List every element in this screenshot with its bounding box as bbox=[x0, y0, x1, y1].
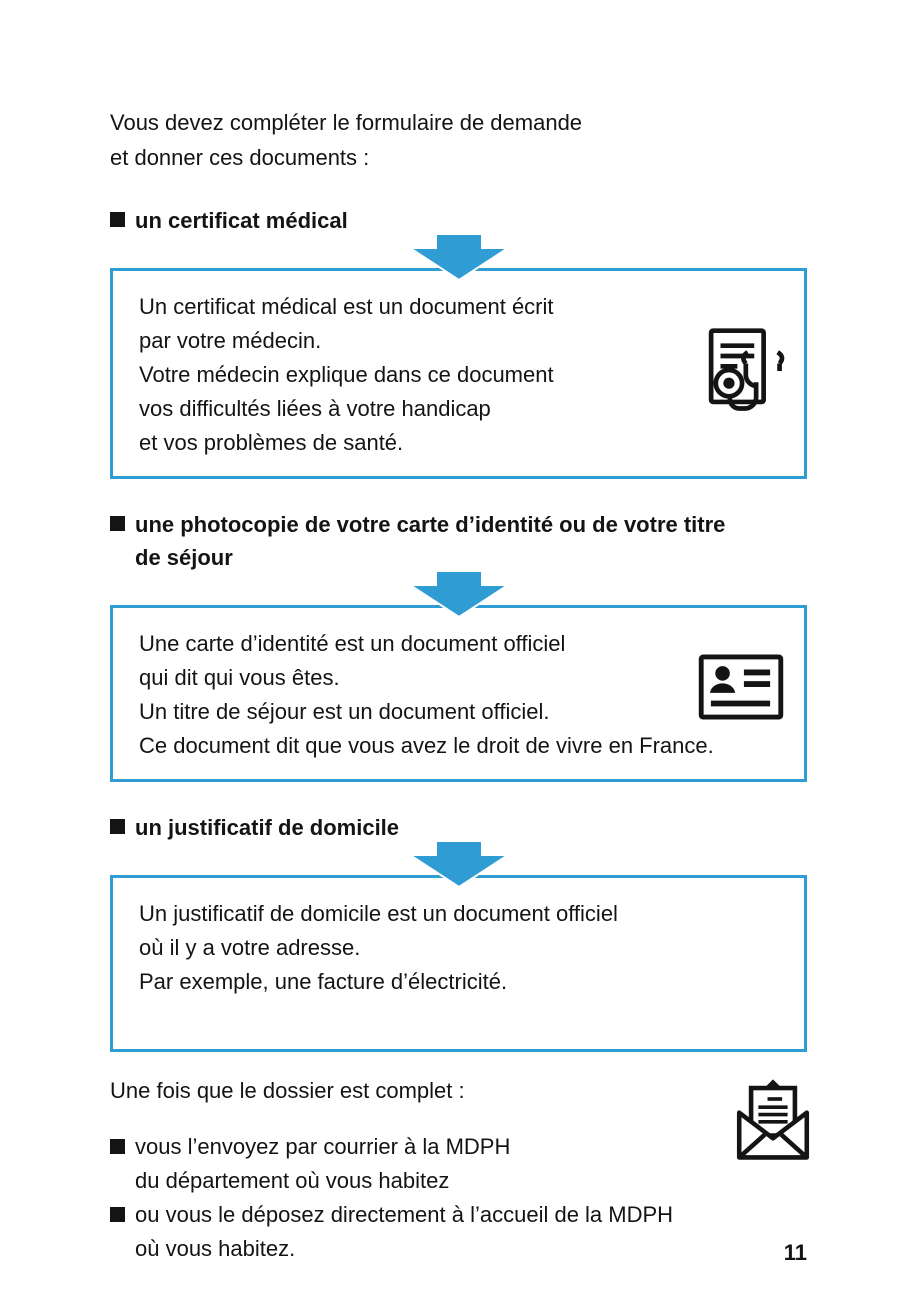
box-text-line: Par exemple, une facture d’électricité. bbox=[139, 969, 508, 994]
page-number: 11 bbox=[783, 1240, 807, 1265]
list-item-depot-accueil bbox=[110, 1198, 807, 1266]
section-heading-label: un justificatif de domicile bbox=[135, 815, 400, 840]
down-arrow-row bbox=[110, 233, 807, 281]
down-arrow-icon bbox=[409, 233, 509, 281]
down-arrow-icon bbox=[409, 840, 509, 888]
box-text-line: vos difficultés liées à votre handicap bbox=[139, 396, 491, 421]
intro-paragraph bbox=[110, 105, 807, 175]
list-item-text bbox=[135, 1198, 673, 1266]
box-text-line: Un certificat médical est un document écrit bbox=[139, 294, 554, 319]
box-text-line: qui dit qui vous êtes. bbox=[139, 665, 340, 690]
box-text-line: où il y a votre adresse. bbox=[139, 935, 361, 960]
section-heading-label bbox=[135, 508, 725, 574]
box-text-line: Un justificatif de domicile est un document officiel bbox=[139, 901, 618, 926]
bullet-square-icon bbox=[110, 819, 125, 834]
box-text-spacer bbox=[139, 999, 778, 1033]
id-card-icon bbox=[698, 654, 784, 725]
list-item-line: du département où vous habitez bbox=[135, 1168, 450, 1193]
box-text-line: Ce document dit que vous avez le droit de vivre en France. bbox=[139, 733, 714, 758]
bullet-square-icon bbox=[110, 212, 125, 227]
box-text-line: par votre médecin. bbox=[139, 328, 322, 353]
down-arrow-icon bbox=[409, 570, 509, 618]
bullet-square-icon bbox=[110, 516, 125, 531]
submission-options-list bbox=[110, 1130, 807, 1266]
info-box-carte-identite bbox=[110, 605, 807, 782]
medical-certificate-icon bbox=[698, 326, 788, 421]
list-item-line: vous l’envoyez par courrier à la MDPH bbox=[135, 1134, 511, 1159]
list-item-line: ou vous le déposez directement à l’accueil de la MDPH bbox=[135, 1202, 674, 1227]
envelope-icon bbox=[733, 1078, 813, 1167]
bullet-square-icon bbox=[110, 1139, 125, 1154]
section-heading-carte-identite bbox=[110, 508, 807, 574]
box-text-line: Une carte d’identité est un document officiel bbox=[139, 631, 566, 656]
intro-line: Vous devez compléter le formulaire de demande bbox=[110, 110, 583, 135]
down-arrow-row bbox=[110, 570, 807, 618]
info-box-justificatif-domicile bbox=[110, 875, 807, 1052]
box-text-line: et vos problèmes de santé. bbox=[139, 430, 404, 455]
list-item-text bbox=[135, 1130, 510, 1198]
list-item-line: où vous habitez. bbox=[135, 1236, 296, 1261]
list-item-envoi-courrier bbox=[110, 1130, 807, 1198]
box-text-line: Votre médecin explique dans ce document bbox=[139, 362, 554, 387]
section-heading-label: un certificat médical bbox=[135, 208, 348, 233]
intro-line: et donner ces documents : bbox=[110, 145, 370, 170]
section-heading-line: une photocopie de votre carte d’identité ou de votre titre bbox=[135, 512, 726, 537]
bullet-square-icon bbox=[110, 1207, 125, 1222]
section-heading-line: de séjour bbox=[135, 545, 233, 570]
closing-title: Une fois que le dossier est complet : bbox=[110, 1078, 465, 1103]
info-box-certificat-medical bbox=[110, 268, 807, 479]
closing-section bbox=[110, 1074, 807, 1266]
box-text-line: Un titre de séjour est un document officiel. bbox=[139, 699, 550, 724]
down-arrow-row bbox=[110, 840, 807, 888]
